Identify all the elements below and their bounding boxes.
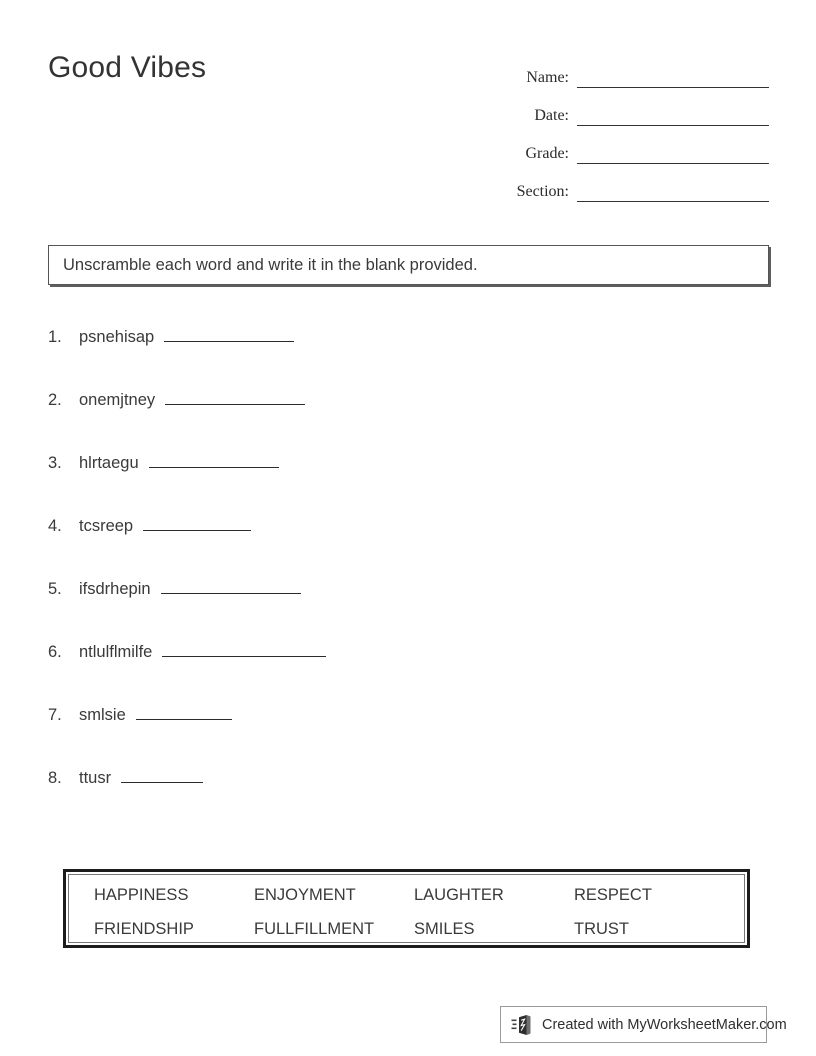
question-item: [48, 389, 748, 452]
word-bank-inner-border: [68, 874, 745, 943]
question-number: 6.: [48, 643, 62, 661]
student-info-block: [487, 50, 769, 202]
answer-blank[interactable]: [121, 768, 203, 783]
word-bank-word: FULLFILLMENT: [254, 920, 375, 938]
word-bank-word: RESPECT: [574, 886, 652, 904]
info-row-grade: [487, 126, 769, 164]
scrambled-word: ttusr: [79, 769, 112, 787]
section-label: Section:: [516, 183, 569, 200]
word-bank-word: SMILES: [414, 920, 475, 938]
grade-write-line[interactable]: [577, 144, 769, 164]
name-label: Name:: [526, 69, 569, 86]
question-number: 2.: [48, 391, 62, 409]
section-write-line[interactable]: [577, 182, 769, 202]
question-item: [48, 515, 748, 578]
word-bank-row: [94, 884, 744, 918]
date-label: Date:: [534, 107, 569, 124]
scrambled-word: onemjtney: [79, 391, 156, 409]
question-item: [48, 704, 748, 767]
answer-blank[interactable]: [143, 516, 251, 531]
word-bank-box: [63, 869, 750, 948]
scrambled-word: smlsie: [79, 706, 126, 724]
question-number: 3.: [48, 454, 62, 472]
word-bank-row: [94, 918, 744, 952]
question-list: [48, 326, 748, 830]
scrambled-word: hlrtaegu: [79, 454, 139, 472]
question-item: [48, 767, 748, 830]
word-bank-word: HAPPINESS: [94, 886, 189, 904]
scrambled-word: ntlulflmilfe: [79, 643, 153, 661]
answer-blank[interactable]: [149, 453, 279, 468]
question-number: 1.: [48, 328, 62, 346]
answer-blank[interactable]: [136, 705, 232, 720]
question-item: [48, 452, 748, 515]
question-number: 4.: [48, 517, 62, 535]
info-row-section: [487, 164, 769, 202]
instruction-text: Unscramble each word and write it in the blank provided.: [63, 256, 478, 274]
worksheet-maker-logo-icon: [511, 1014, 537, 1036]
answer-blank[interactable]: [161, 579, 301, 594]
footer-attribution-badge[interactable]: [500, 1006, 787, 1043]
page-title: Good Vibes: [48, 51, 207, 84]
info-row-name: [487, 50, 769, 88]
word-bank-word: FRIENDSHIP: [94, 920, 194, 938]
instruction-box: [48, 245, 769, 285]
question-item: [48, 326, 748, 389]
scrambled-word: ifsdrhepin: [79, 580, 151, 598]
question-number: 7.: [48, 706, 62, 724]
scrambled-word: tcsreep: [79, 517, 134, 535]
footer-attribution-text: Created with MyWorksheetMaker.com: [542, 1016, 787, 1033]
scrambled-word: psnehisap: [79, 328, 155, 346]
word-bank-word: ENJOYMENT: [254, 886, 356, 904]
question-number: 5.: [48, 580, 62, 598]
grade-label: Grade:: [525, 145, 569, 162]
word-bank-word: TRUST: [574, 920, 629, 938]
question-item: [48, 578, 748, 641]
word-bank-word: LAUGHTER: [414, 886, 504, 904]
question-number: 8.: [48, 769, 62, 787]
name-write-line[interactable]: [577, 68, 769, 88]
question-item: [48, 641, 748, 704]
info-row-date: [487, 88, 769, 126]
answer-blank[interactable]: [164, 327, 294, 342]
date-write-line[interactable]: [577, 106, 769, 126]
answer-blank[interactable]: [165, 390, 305, 405]
answer-blank[interactable]: [162, 642, 326, 657]
